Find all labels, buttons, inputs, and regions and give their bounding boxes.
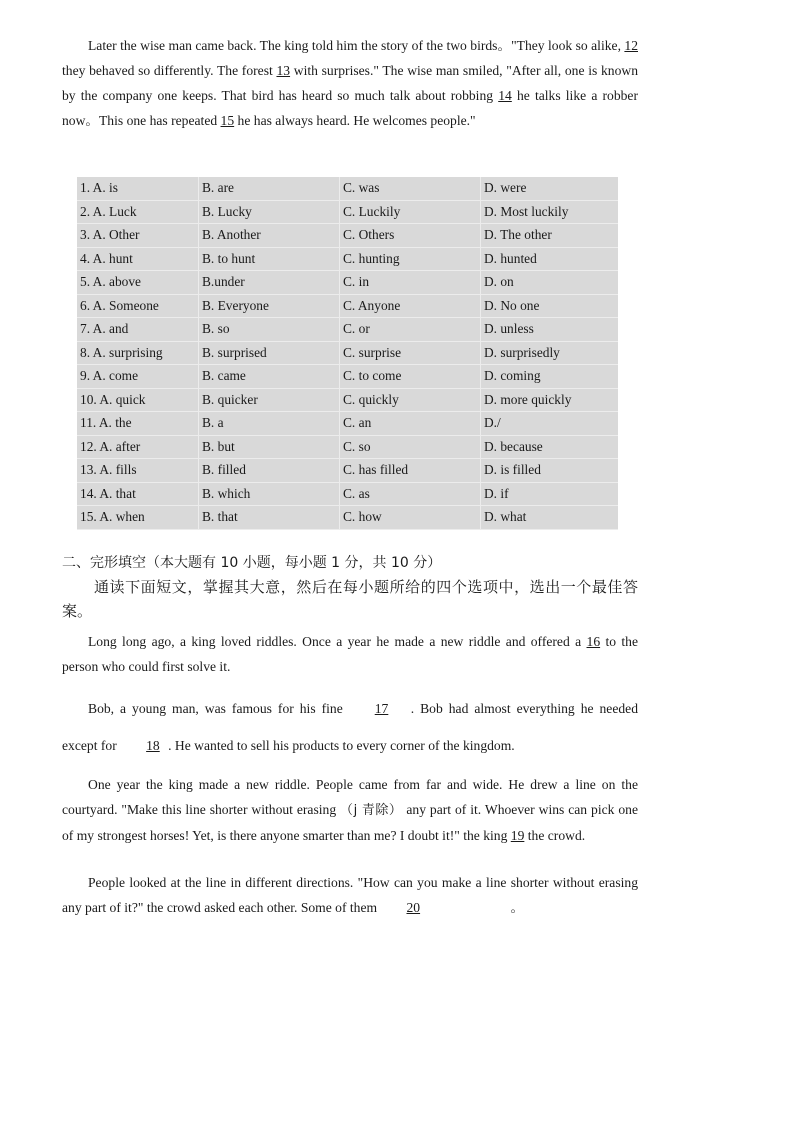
- option-d[interactable]: D. if: [481, 482, 619, 506]
- option-c[interactable]: C. quickly: [340, 388, 481, 412]
- option-c[interactable]: C. hunting: [340, 247, 481, 271]
- blank-15[interactable]: 15: [220, 113, 235, 128]
- option-a[interactable]: 14. A. that: [77, 482, 199, 506]
- option-row: [77, 294, 618, 318]
- option-a[interactable]: 1. A. is: [77, 177, 199, 200]
- option-a[interactable]: 12. A. after: [77, 435, 199, 459]
- option-d[interactable]: D./: [481, 412, 619, 436]
- blank-17[interactable]: 17: [374, 701, 389, 716]
- option-c[interactable]: C. in: [340, 271, 481, 295]
- option-a[interactable]: 7. A. and: [77, 318, 199, 342]
- blank-20[interactable]: 20: [406, 900, 421, 915]
- blank-12[interactable]: 12: [624, 38, 638, 53]
- option-a[interactable]: 15. A. when: [77, 506, 199, 530]
- option-a[interactable]: 13. A. fills: [77, 459, 199, 483]
- section-instruction: 通读下面短文，掌握其大意，然后在每小题所给的四个选项中，选出一个最佳答案。: [62, 578, 638, 620]
- option-row: [77, 271, 618, 295]
- option-a[interactable]: 5. A. above: [77, 271, 199, 295]
- option-b[interactable]: B. that: [199, 506, 340, 530]
- option-b[interactable]: B. surprised: [199, 341, 340, 365]
- option-b[interactable]: B. a: [199, 412, 340, 436]
- option-d[interactable]: D. unless: [481, 318, 619, 342]
- option-row: [77, 435, 618, 459]
- option-row: [77, 247, 618, 271]
- blank-16[interactable]: 16: [586, 634, 601, 649]
- option-row: [77, 200, 618, 224]
- option-a[interactable]: 6. A. Someone: [77, 294, 199, 318]
- option-c[interactable]: C. Anyone: [340, 294, 481, 318]
- option-row: [77, 365, 618, 389]
- option-row: [77, 388, 618, 412]
- option-c[interactable]: C. how: [340, 506, 481, 530]
- option-b[interactable]: B. which: [199, 482, 340, 506]
- blank-18[interactable]: 18: [146, 738, 160, 753]
- option-a[interactable]: 4. A. hunt: [77, 247, 199, 271]
- options-table: [77, 177, 618, 530]
- option-c[interactable]: C. to come: [340, 365, 481, 389]
- option-b[interactable]: B. Lucky: [199, 200, 340, 224]
- option-c[interactable]: C. so: [340, 435, 481, 459]
- option-row: [77, 412, 618, 436]
- option-b[interactable]: B. are: [199, 177, 340, 200]
- option-row: [77, 482, 618, 506]
- gloss: （j 青除）: [340, 803, 403, 818]
- blank-13[interactable]: 13: [276, 63, 291, 78]
- passage-paragraph-2: Bob, a young man, was famous for his fine 17 . Bob had almost everything he needed except for 18 . He wanted to sell his products to every corner of the kingdom.: [62, 690, 638, 764]
- option-b[interactable]: B. to hunt: [199, 247, 340, 271]
- option-d[interactable]: D. were: [481, 177, 619, 200]
- passage-paragraph-4: People looked at the line in different directions. "How can you make a line shorter without erasing any part of it?" the crowd asked each other. Some of them 20 。: [62, 870, 638, 920]
- option-d[interactable]: D. coming: [481, 365, 619, 389]
- option-row: [77, 224, 618, 248]
- option-b[interactable]: B. filled: [199, 459, 340, 483]
- option-b[interactable]: B. quicker: [199, 388, 340, 412]
- option-d[interactable]: D. surprisedly: [481, 341, 619, 365]
- option-a[interactable]: 10. A. quick: [77, 388, 199, 412]
- option-b[interactable]: B. Everyone: [199, 294, 340, 318]
- option-row: [77, 341, 618, 365]
- option-a[interactable]: 11. A. the: [77, 412, 199, 436]
- option-d[interactable]: D. what: [481, 506, 619, 530]
- blank-14[interactable]: 14: [498, 88, 512, 103]
- option-row: [77, 318, 618, 342]
- option-b[interactable]: B. but: [199, 435, 340, 459]
- option-row: [77, 506, 618, 530]
- passage-paragraph-3: One year the king made a new riddle. People came from far and wide. He drew a line on the courtyard. "Make this line shorter without erasing （j 青除） any part of it. Whoever wins can pick one of my strongest horses! Yet, is there anyone smarter than me? I doubt it!" the king 19 the crowd.: [62, 777, 638, 843]
- option-d[interactable]: D. No one: [481, 294, 619, 318]
- option-a[interactable]: 2. A. Luck: [77, 200, 199, 224]
- option-d[interactable]: D. on: [481, 271, 619, 295]
- option-c[interactable]: C. has filled: [340, 459, 481, 483]
- passage-paragraph-1: Long long ago, a king loved riddles. Once a year he made a new riddle and offered a 16 to the person who could first solve it.: [62, 634, 639, 674]
- option-b[interactable]: B.under: [199, 271, 340, 295]
- option-row: [77, 459, 618, 483]
- option-a[interactable]: 9. A. come: [77, 365, 199, 389]
- option-d[interactable]: D. Most luckily: [481, 200, 619, 224]
- option-d[interactable]: D. is filled: [481, 459, 619, 483]
- option-b[interactable]: B. came: [199, 365, 340, 389]
- option-d[interactable]: D. because: [481, 435, 619, 459]
- option-c[interactable]: C. Others: [340, 224, 481, 248]
- option-d[interactable]: D. more quickly: [481, 388, 619, 412]
- option-row: [77, 177, 618, 200]
- story-paragraph: Later the wise man came back. The king told him the story of the two birds。"They look so alike, 12 they behaved so differently. The forest 13 with surprises." The wise man smiled, "After all, one is known by the company one keeps. That bird has heard so much talk about robbing 14 he talks like a robber now。This one has repeated 15 he has always heard. He welcomes people.": [62, 38, 638, 128]
- option-c[interactable]: C. or: [340, 318, 481, 342]
- option-c[interactable]: C. surprise: [340, 341, 481, 365]
- blank-19[interactable]: 19: [510, 828, 525, 843]
- option-a[interactable]: 8. A. surprising: [77, 341, 199, 365]
- section-heading: 二、完形填空（本大题有 10 小题，每小题 1 分，共 10 分）: [62, 555, 442, 571]
- option-d[interactable]: D. hunted: [481, 247, 619, 271]
- option-d[interactable]: D. The other: [481, 224, 619, 248]
- option-b[interactable]: B. Another: [199, 224, 340, 248]
- option-c[interactable]: C. Luckily: [340, 200, 481, 224]
- option-c[interactable]: C. an: [340, 412, 481, 436]
- option-a[interactable]: 3. A. Other: [77, 224, 199, 248]
- option-b[interactable]: B. so: [199, 318, 340, 342]
- option-c[interactable]: C. was: [340, 177, 481, 200]
- option-c[interactable]: C. as: [340, 482, 481, 506]
